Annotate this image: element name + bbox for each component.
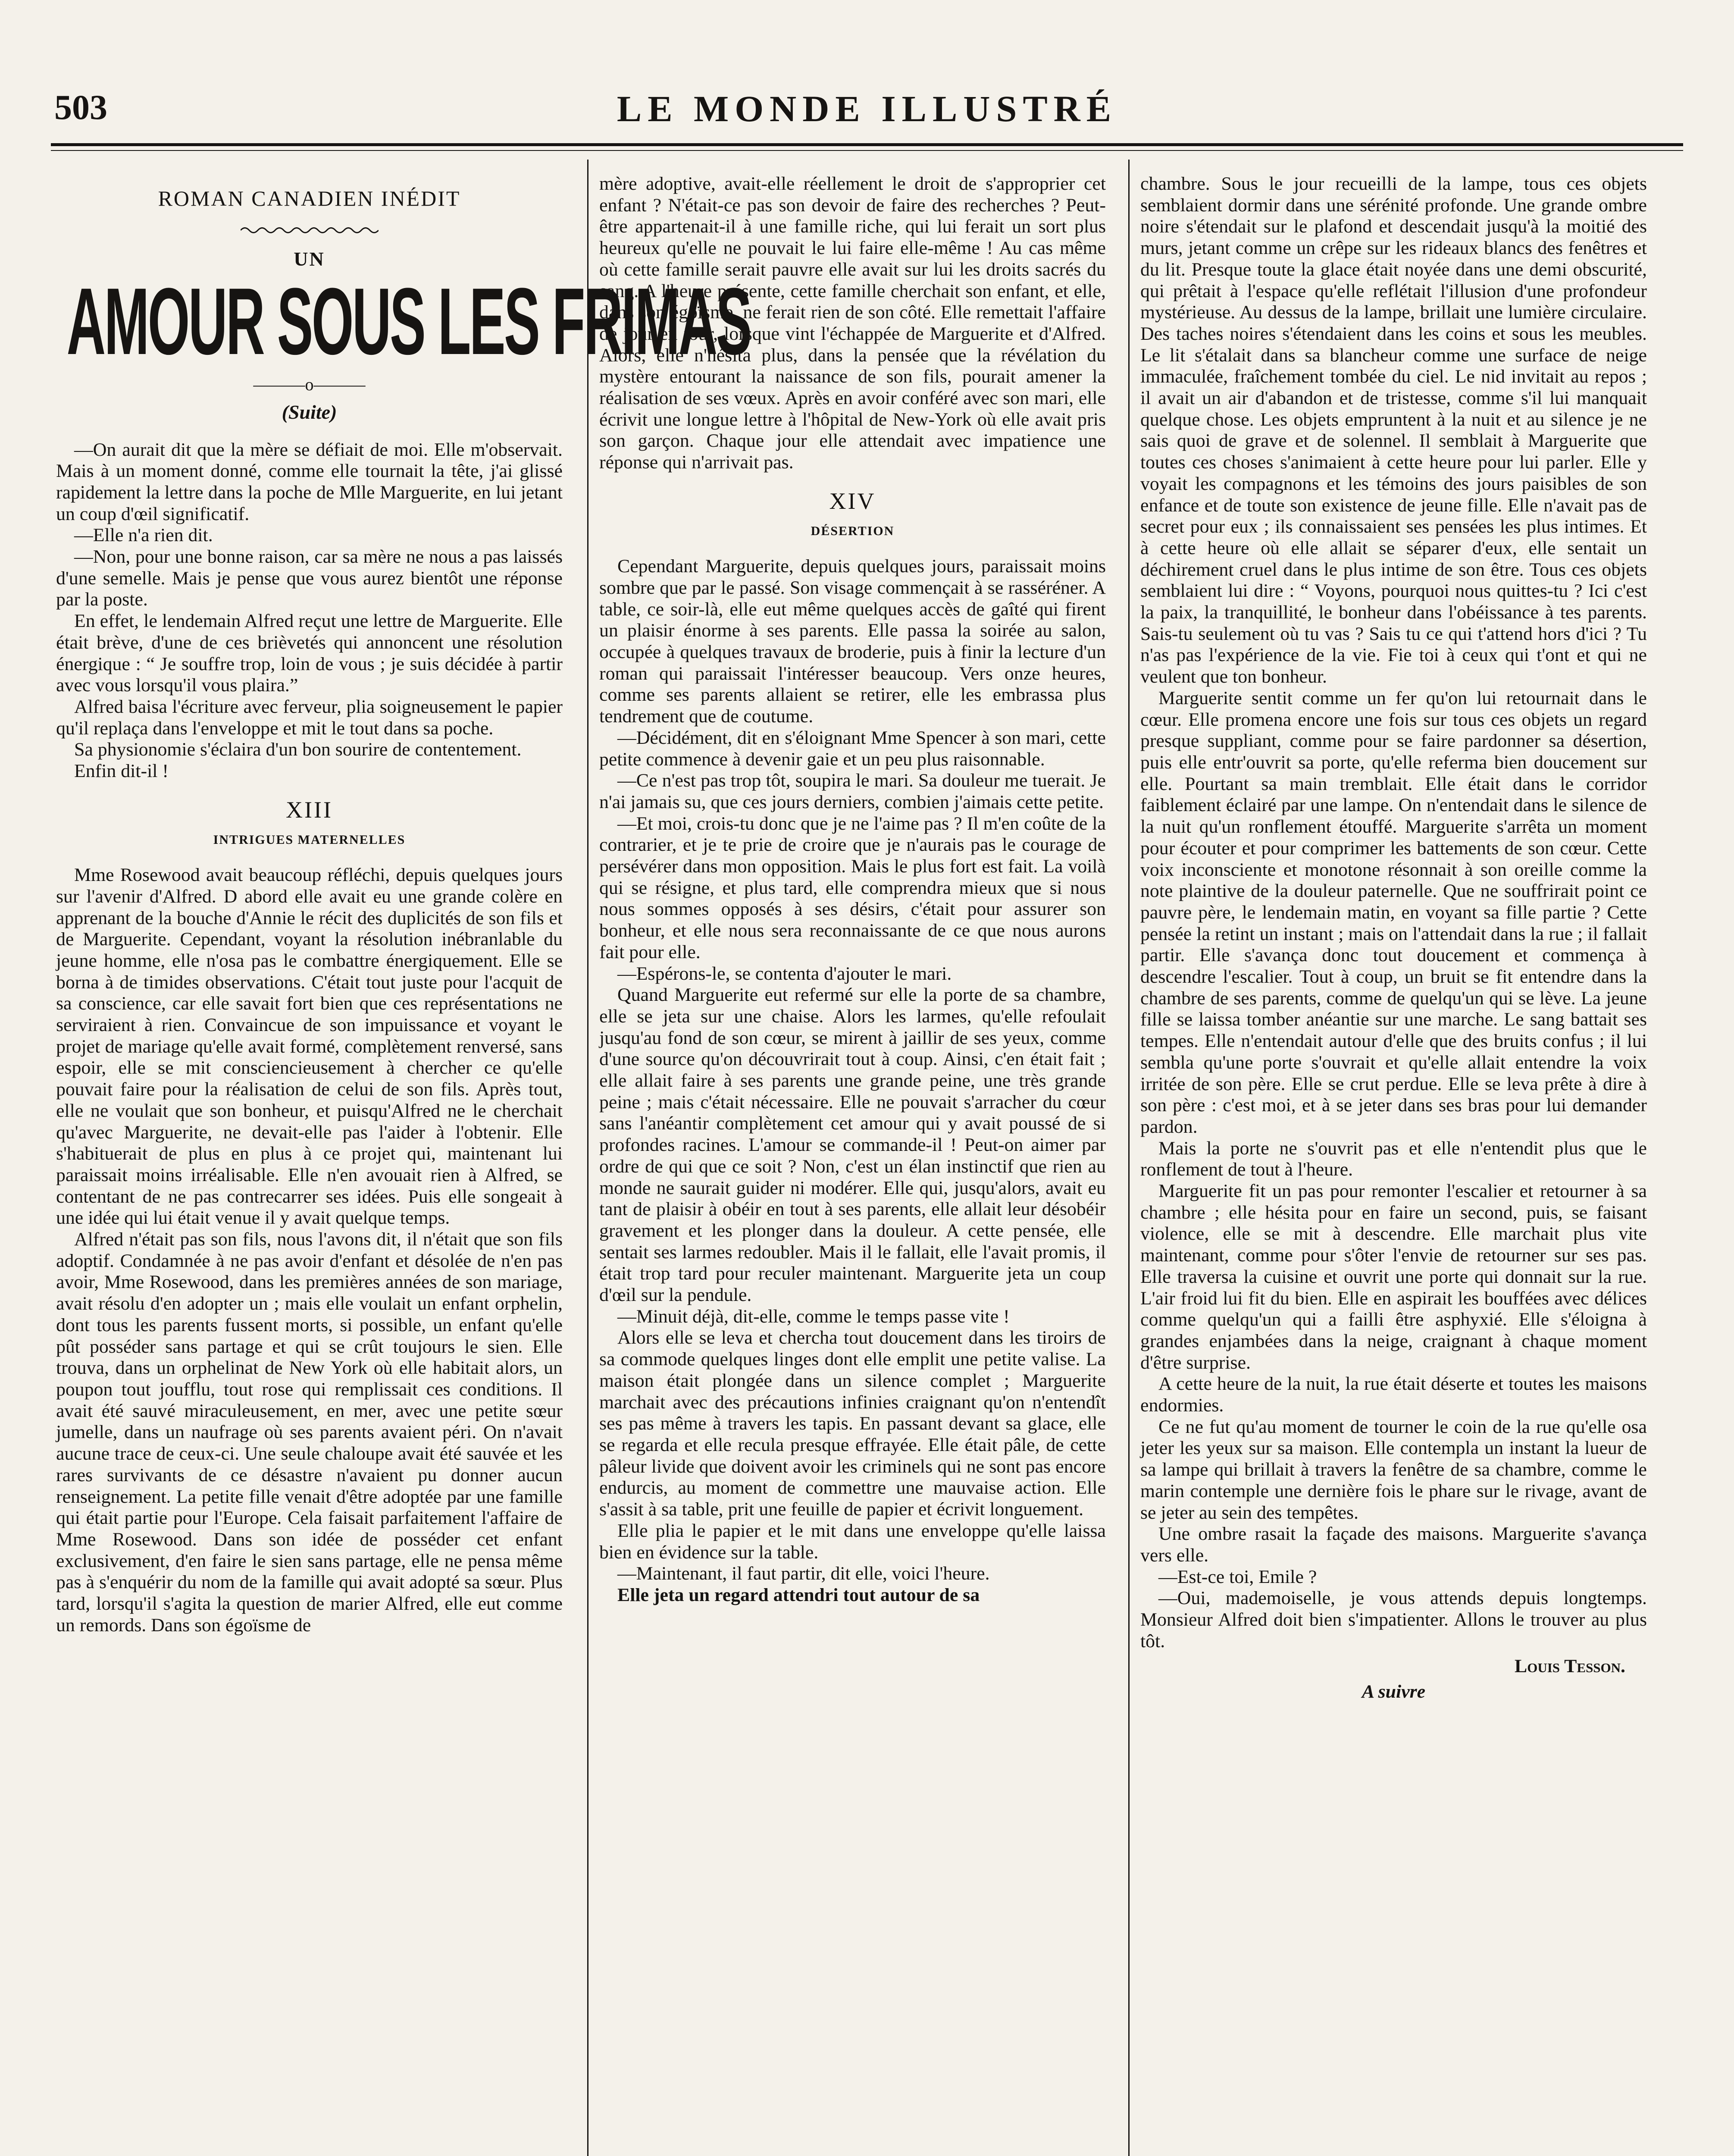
paragraph: —Non, pour une bonne raison, car sa mère ne nous a pas laissés d'une semelle. Mais je pense que vous aurez bientôt une réponse par la poste. (56, 546, 563, 610)
paragraph: Enfin dit-il ! (74, 761, 169, 782)
paragraph: En effet, le lendemain Alfred reçut une lettre de Marguerite. Elle était brève, d'une de ces brièvetés qui annoncent une résolution énergique : “ Je souffre trop, loin de vous ; je suis décidée à partir avec vous lorsqu'il vous plaira.” (56, 611, 563, 696)
paragraph: Sa physionomie s'éclaira d'un bon sourire de contentement. (74, 739, 522, 760)
paragraph: Ce ne fut qu'au moment de tourner le coin de la rue qu'elle osa jeter les yeux sur sa maison. Elle contempla un instant la lueur de sa lampe qui brillait à travers la fenêtre de sa chambre, comme le marin contemple une dernière fois le phare sur le rivage, avant de se jeter au sein des tempêtes. (1140, 1416, 1647, 1523)
paragraph: Elle plia le papier et le mit dans une enveloppe qu'elle laissa bien en évidence sur la table. (599, 1520, 1106, 1563)
paragraph: Cependant Marguerite, depuis quelques jours, paraissait moins sombre que par le passé. Son visage commençait à se rasséréner. A table, ce soir-là, elle eut même quelques accès de gaîté qui firent un plaisir énorme à ses parents. Elle passa la soirée au salon, occupée à quelques travaux de broderie, puis à finir la lecture d'un roman qui paraissait l'intéresser beaucoup. Vers onze heures, comme ses parents allaient se retirer, elle les embrassa plus tendrement que de coutume. (599, 556, 1106, 727)
paragraph: Marguerite fit un pas pour remonter l'escalier et retourner à sa chambre ; elle hésita pour en faire un second, puis, se faisant violence, elle se mit à descendre. Elle marchait plus vite maintenant, comme pour s'ôter l'envie de retourner sur ses pas. Elle traversa la cuisine et ouvrit une porte qui donnait sur la rue. L'air froid lui fit du bien. Elle en aspirait les bouffées avec délices comme quelqu'un qui a failli être asphyxié. Elle s'éloigna à grandes enjambées dans la neige, craignant à chaque moment d'être surprise. (1140, 1181, 1647, 1373)
paragraph: Quand Marguerite eut refermé sur elle la porte de sa chambre, elle se jeta sur une chaise. Alors les larmes, qu'elle refoulait jusqu'au fond de son cœur, se mirent à jaillir de ses yeux, comme d'une source qu'on découvrirait tout à coup. Ainsi, c'en était fait ; elle allait faire à ses parents une grande peine, une très grande peine ; mais c'était nécessaire. Elle ne pouvait s'arracher du cœur sans l'anéantir complètement cet amour qui y avait poussé de si profondes racines. L'amour se commande-il ! Peut-on aimer par ordre de qui que ce soit ? Non, c'est un élan instinctif que rien au monde ne saurait guider ni modérer. Elle qui, jusqu'alors, avait eu tant de plaisir à obéir en tout à ses parents, elle allait leur désobéir gravement et les plonger dans la douleur. A cette pensée, elle sentait ses larmes redoubler. Mais il le fallait, elle l'avait promis, il était trop tard pour reculer maintenant. Marguerite jeta un coup d'œil sur la pendule. (599, 984, 1106, 1306)
paragraph: A cette heure de la nuit, la rue était déserte et toutes les maisons endormies. (1140, 1373, 1647, 1416)
wavy-ornament (241, 226, 379, 235)
paragraph: —Ce n'est pas trop tôt, soupira le mari. Sa douleur me tuerait. Je n'ai jamais su, que ces jours derniers, combien j'aimais cette petite. (599, 770, 1106, 812)
paragraph: mère adoptive, avait-elle réellement le droit de s'approprier cet enfant ? N'était-ce pas son devoir de faire des recherches ? Peut-être appartenait-il à une famille riche, qui lui ferait un sort plus heureux qu'elle ne pouvait le lui faire elle-même ! Au cas même où cette famille serait pauvre elle avait sur lui les droits sacrés du sang. A l'heure présente, cette famille cherchait son enfant, et elle, dans son égoïsme, ne ferait rien de son côté. Elle remettait l'affaire de jour en jour, lorsque vint l'échappée de Marguerite et d'Alfred. Alors, elle n'hésita plus, dans la pensée que la révélation du mystère entourant la naissance de son fils, pourait amener la réalisation de ses vœux. Après en avoir conféré avec son mari, elle écrivit une longue lettre à l'hôpital de New-York où elle avait pris son garçon. Chaque jour elle attendait avec impatience une réponse qui n'arrivait pas. (599, 173, 1106, 473)
header-rule-thin (51, 150, 1683, 151)
story-title: AMOUR SOUS LES FRIMAS (66, 268, 751, 374)
column-divider (1128, 160, 1130, 2156)
column-divider (587, 160, 588, 2156)
to-be-continued: A suivre (1362, 1681, 1426, 1702)
header-rule (51, 143, 1683, 146)
paragraph: —Décidément, dit en s'éloignant Mme Spencer à son mari, cette petite commence à devenir gaie et un peu plus raisonnable. (599, 727, 1106, 770)
paragraph: —Et moi, crois-tu donc que je ne l'aime pas ? Il m'en coûte de la contrarier, et je te prie de croire que je n'aurais pas le courage de persévérer dans mon opposition. Mais le plus fort est fait. La voilà qui se résigne, et plus tard, elle comprendra mieux que si nous nous sommes opposés à ses désirs, c'était pour assurer son bonheur, et elle nous sera reconnaissante de ce que nous aurons fait pour elle. (599, 813, 1106, 962)
paragraph: Alfred n'était pas son fils, nous l'avons dit, il n'était que son fils adoptif. Condamnée à ne pas avoir d'enfant et désolée de n'en pas avoir, Mme Rosewood, dans les premières années de son mariage, avait résolu d'en adopter un ; mais elle voulait un enfant orphelin, dont tous les parents fussent morts, si possible, un enfant qu'elle pût posséder sans partage et qui se crût toujours le sien. Elle trouva, dans un orphelinat de New York où elle habitait alors, un poupon tout joufflu, tout rose qui remplissait ces conditions. Il avait été sauvé miraculeusement, en mer, avec une petite sœur jumelle, dans un naufrage où ses parents avaient péri. On n'avait aucune trace de ceux-ci. Une seule chaloupe avait été sauvée et les rares survivants de ce désastre n'avaient pu donner aucun renseignement. La petite fille venait d'être adoptée par une famille qui était partie pour l'Europe. Cela faisait parfaitement l'affaire de Mme Rosewood. Dans son idée de posséder cet enfant exclusivement, d'en faire le sien sans partage, elle ne pensa même pas à s'enquérir du nom de la famille qui avait adopté sa sœur. Plus tard, lorsqu'il s'agita la question de marier Alfred, elle eut comme un remords. Dans son égoïsme de (56, 1229, 563, 1636)
chapter-number: XIII (286, 796, 333, 823)
paragraph: Alfred baisa l'écriture avec ferveur, plia soigneusement le papier qu'il replaça dans l'enveloppe et mit le tout dans sa poche. (56, 696, 563, 739)
story-article: UN (294, 248, 325, 270)
paragraph: —Maintenant, il faut partir, dit elle, voici l'heure. (617, 1563, 990, 1584)
paragraph: —Elle n'a rien dit. (74, 525, 213, 546)
column-2 (599, 173, 1106, 1606)
author-signature: Louis Tesson. (1515, 1655, 1625, 1677)
paragraph: —Espérons-le, se contenta d'ajouter le mari. (617, 963, 952, 984)
paragraph: chambre. Sous le jour recueilli de la lampe, tous ces objets semblaient dormir dans une sérénité profonde. Une grande ombre noire s'étendait sur le plafond et descendait jusqu'à la moitié des murs, jetant comme un crêpe sur les rideaux blancs des fenêtres et du lit. Presque toute la glace était noyée dans une demi obscurité, qui prêtait à l'espace qu'elle reflétait l'illusion d'une profondeur mystérieuse. Au dessus de la lampe, brillait une lumière circulaire. Des taches noires s'étendaient dans les coins et sous les meubles. Le lit s'étalait dans sa blancheur comme une surface de neige immaculée, fraîchement tombée du ciel. Le nid invitait au repos ; il avait un air d'abandon et de tristesse, comme s'il lui manquait quelque chose. Les objets empruntent à la nuit et au silence je ne sais quoi de grave et de solennel. Il semblait à Marguerite que toutes ces choses s'animaient à cette heure pour lui parler. Elle y voyait les compagnons et les témoins des jours paisibles de son enfance et de toute son existence de jeune fille. Elle n'avait pas de secret pour eux ; ils connaissaient ses pensées les plus intimes. Et à cette heure où elle allait se séparer d'eux, elle sentait un déchirement cruel dans le plus intime de son être. Tous ces objets semblaient lui dire : “ Voyons, pourquoi nous quittes-tu ? Ici c'est la paix, la tranquillité, le bonheur dans l'obéissance à tes parents. Sais-tu seulement où tu vas ? Sais tu ce qui t'attend hors d'ici ? Tu n'as pas l'expérience de la vie. Fie toi à ceux qui t'ont et qui ne veulent que ton bonheur. (1140, 173, 1647, 687)
chapter-number: XIV (829, 488, 876, 514)
paragraph: —On aurait dit que la mère se défiait de moi. Elle m'observait. Mais à un moment donné, comme elle tournait la tête, j'ai glissé rapidement la lettre dans la poche de Mlle Marguerite, en lui jetant un coup d'œil significatif. (56, 439, 563, 524)
chapter-title: INTRIGUES MATERNELLES (213, 833, 406, 847)
page-number: 503 (54, 88, 107, 127)
column-1 (56, 173, 751, 1636)
paragraph: Alors elle se leva et chercha tout doucement dans les tiroirs de sa commode quelques linges dont elle emplit une petite valise. La maison était plongée dans un silence complet ; Marguerite marchait avec des précautions infinies craignant qu'on n'entendît ses pas même à travers les tapis. En passant devant sa glace, elle se regarda et elle recula presque effrayée. Elle était pâle, de cette pâleur livide que doivent avoir les criminels qui ne sont pas encore endurcis, au moment de commettre une mauvaise action. Elle s'assit à sa table, prit une feuille de papier et écrivit longuement. (599, 1327, 1106, 1520)
paragraph: Marguerite sentit comme un fer qu'on lui retournait dans le cœur. Elle promena encore une fois sur tous ces objets un regard presque suppliant, comme pour se faire pardonner sa désertion, puis elle entr'ouvrit sa porte, qu'elle referma bien doucement sur elle. Pourtant sa main tremblait. Elle était dans le corridor faiblement éclairé par une lampe. On n'entendait dans le silence de la nuit qu'un ronflement étouffé. Marguerite s'arrêta un moment pour écouter et pour comprimer les battements de son cœur. Cette voix inconsciente et monotone résonnait à son oreille comme la note plaintive de la douleur paternelle. Que ne souffrirait point ce pauvre père, le lendemain matin, en voyant sa fille partie ? Cette pensée la retint un instant ; mais on l'attendait dans la rue ; il fallait partir. Elle s'avança donc tout doucement et commença à descendre l'escalier. Tout à coup, un bruit se fit entendre dans la chambre de ses parents, comme de quelqu'un qui se lève. La jeune fille se laissa tomber anéantie sur une marche. Le sang battait ses tempes. Elle n'entendait autour d'elle que des bruits confus ; il lui sembla qu'une porte s'ouvrait et qu'elle allait entendre la voix irritée de son père. Elle se crut perdue. Elle se leva prête à dire à son père : c'est moi, et à se jeter dans ses bras pour lui demander pardon. (1140, 687, 1647, 1137)
story-suite: (Suite) (282, 401, 337, 423)
masthead: LE MONDE ILLUSTRÉ (617, 88, 1117, 129)
column-3 (1140, 173, 1647, 1703)
story-kicker: ROMAN CANADIEN INÉDIT (158, 186, 461, 210)
chapter-title: DÉSERTION (811, 524, 895, 539)
paragraph: —Minuit déjà, dit-elle, comme le temps passe vite ! (617, 1306, 1010, 1327)
paragraph: Elle jeta un regard attendri tout autour de sa (617, 1584, 980, 1605)
paragraph: Mais la porte ne s'ouvrit pas et elle n'entendit plus que le ronflement de tout à l'heure. (1140, 1138, 1647, 1180)
paragraph: Mme Rosewood avait beaucoup réfléchi, depuis quelques jours sur l'avenir d'Alfred. D abord elle avait eu une grande colère en apprenant de la bouche d'Annie le récit des duplicités de son fils et de Marguerite. Cependant, voyant la résolution inébranlable du jeune homme, elle n'osa pas le combattre énergiquement. Elle se borna à de timides observations. C'était tout juste pour l'acquit de sa conscience, car elle savait fort bien que ces représentations ne serviraient à rien. Convaincue de son impuissance et voyant le projet de mariage qu'elle avait formé, complètement renversé, sans espoir, elle se mit consciencieusement à chercher ce qu'elle pouvait faire pour la réalisation de celui de son fils. Après tout, elle ne voulait que son bonheur, et puisqu'Alfred ne le cherchait qu'avec Marguerite, ne devait-elle pas l'aider à l'obtenir. Elle s'habituerait de plus en plus à ce projet qui, maintenant lui paraissait moins irréalisable. Elle n'en avouait rien à Alfred, se contentant de ne pas contrecarrer ses idées. Puis elle songeait à une idée qui lui était venue il y avait quelque temps. (56, 865, 563, 1228)
title-divider: ———o——— (253, 374, 366, 394)
paragraph: —Est-ce toi, Emile ? (1158, 1566, 1317, 1587)
paragraph: —Oui, mademoiselle, je vous attends depuis longtemps. Monsieur Alfred doit bien s'impatienter. Allons le trouver au plus tôt. (1140, 1588, 1647, 1651)
paragraph: Une ombre rasait la façade des maisons. Marguerite s'avança vers elle. (1140, 1523, 1647, 1566)
